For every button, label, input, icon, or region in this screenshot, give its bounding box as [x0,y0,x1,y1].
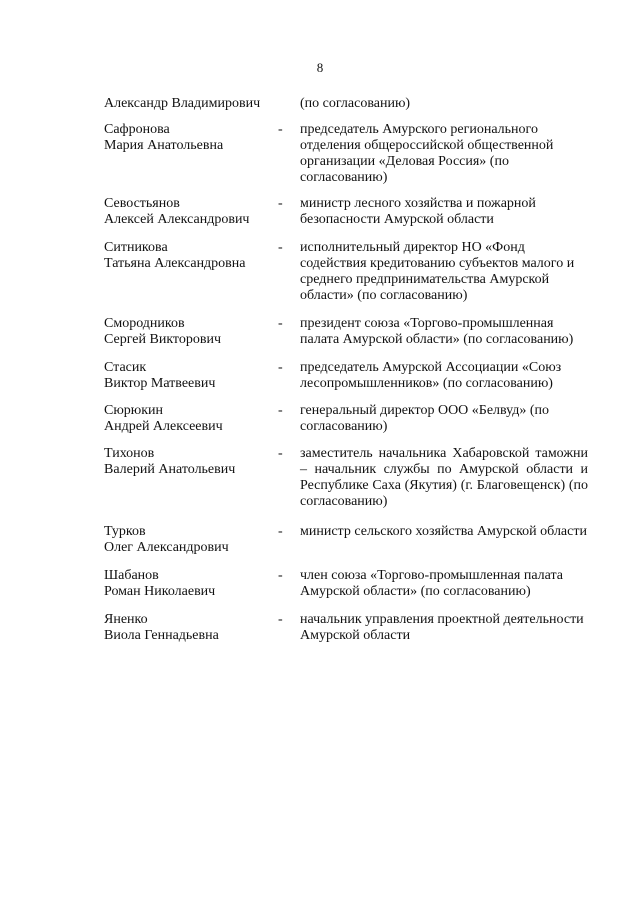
member-name [104,240,274,272]
member-name-line-2: Виктор Матвеевич [104,376,216,391]
member-name-line-1: Сафронова [104,122,170,137]
member-position: председатель Амурской Ассоциации «Союз лесопромышленников» (по согласованию) [300,360,562,391]
member-name-line-1: Тихонов [104,446,155,461]
member-position: исполнительный директор НО «Фонд содействия кредитованию субъектов малого и среднего предпринимательства Амурской области» (по согласованию) [300,240,575,303]
page-number: 8 [316,60,324,75]
separator-dash: - [278,446,283,461]
member-position: заместитель начальника Хабаровской таможни – начальник службы по Амурской области и Республике Саха (Якутия) (г. Благовещенск) (по согласованию) [300,446,588,509]
member-position: начальник управления проектной деятельности Амурской области [300,612,584,643]
separator-dash: - [278,524,283,539]
member-position: (по согласованию) [300,96,411,111]
member-name-line-2: Валерий Анатольевич [104,462,236,477]
member-name [104,122,274,154]
member-position: генеральный директор ООО «Белвуд» (по согласованию) [300,403,550,434]
member-name [104,524,274,556]
member-name-line-1: Сюрюкин [104,403,164,418]
member-position: председатель Амурского регионального отделения общероссийской общественной организации «Деловая Россия» (по согласованию) [300,122,554,185]
member-name-line-1: Севостьянов [104,196,180,211]
member-name-line-2: Виола Геннадьевна [104,628,219,643]
member-name [104,196,274,228]
separator-dash: - [278,360,283,375]
member-name-line-1: Шабанов [104,568,159,583]
member-name-line-1: Смородников [104,316,185,331]
member-name [104,612,274,644]
member-name-line-2: Андрей Алексеевич [104,419,223,434]
member-name-line-2: Мария Анатольевна [104,138,224,153]
member-name-line-2: Сергей Викторович [104,332,222,347]
member-name [104,96,274,112]
member-position: президент союза «Торгово-промышленная палата Амурской области» (по согласованию) [300,316,574,347]
member-name [104,403,274,435]
member-position: министр сельского хозяйства Амурской области [300,524,587,539]
member-position: министр лесного хозяйства и пожарной безопасности Амурской области [300,196,536,227]
separator-dash: - [278,240,283,255]
member-name-line-2: Олег Александрович [104,540,229,555]
member-name-line-1: Александр Владимирович [104,96,261,111]
member-name [104,360,274,392]
separator-dash: - [278,122,283,137]
separator-dash: - [278,612,283,627]
member-name-line-2: Татьяна Александровна [104,256,246,271]
member-name [104,316,274,348]
member-name-line-1: Яненко [104,612,148,627]
member-name-line-1: Турков [104,524,146,539]
separator-dash: - [278,568,283,583]
separator-dash: - [278,403,283,418]
member-name [104,446,274,478]
separator-dash: - [278,196,283,211]
member-name-line-2: Роман Николаевич [104,584,216,599]
member-name [104,568,274,600]
member-name-line-2: Алексей Александрович [104,212,250,227]
member-position: член союза «Торгово-промышленная палата Амурской области» (по согласованию) [300,568,563,599]
member-name-line-1: Ситникова [104,240,168,255]
member-name-line-1: Стасик [104,360,147,375]
separator-dash: - [278,316,283,331]
